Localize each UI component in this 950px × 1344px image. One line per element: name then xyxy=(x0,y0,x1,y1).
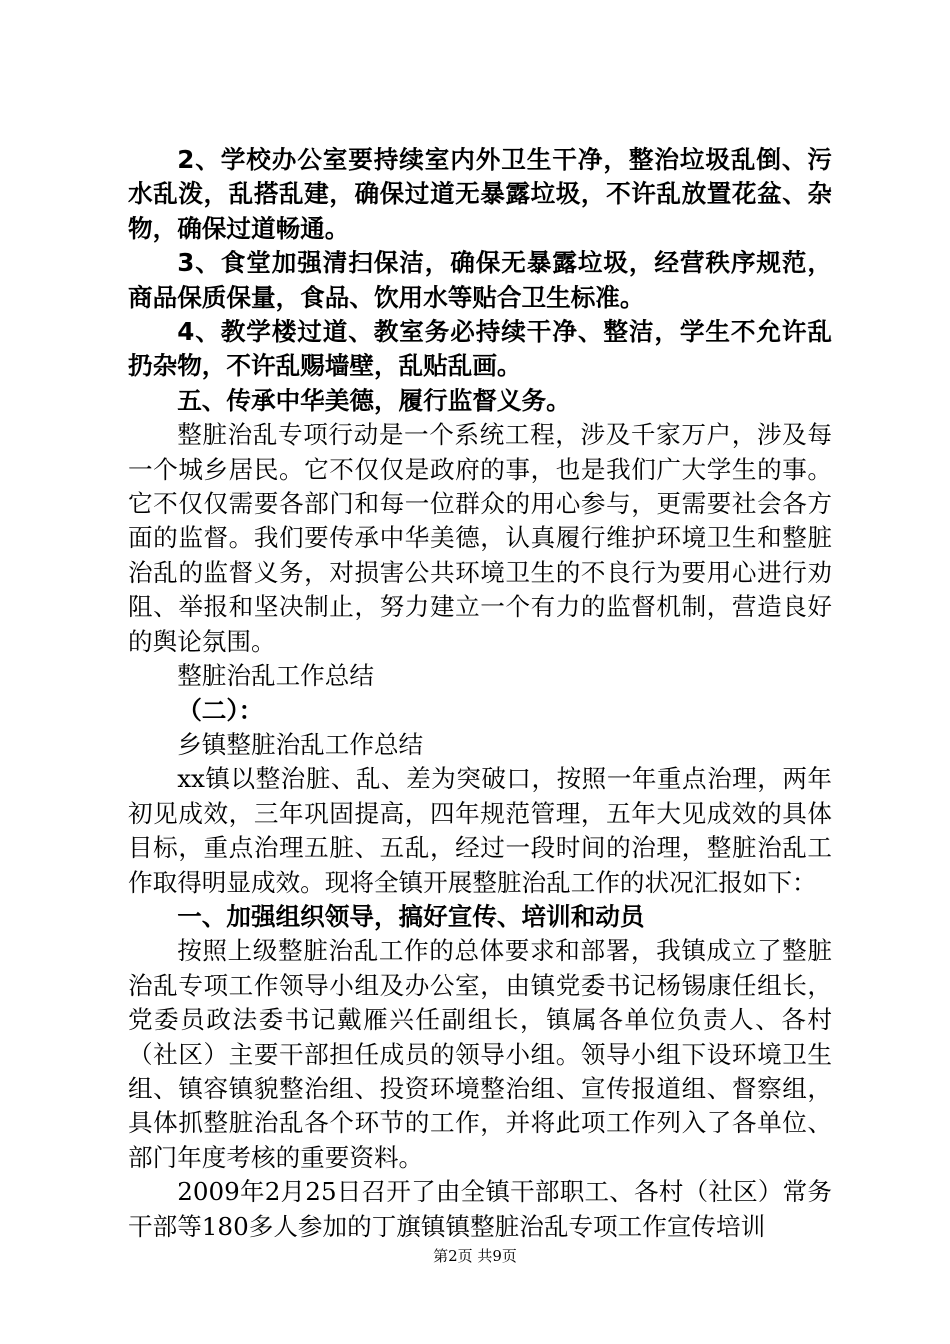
page-number-footer: 第2页 共9页 xyxy=(433,1247,517,1265)
paragraph-meeting: 2009年2月25日召开了由全镇干部职工、各村（社区）常务干部等180多人参加的丁旗镇镇整脏治乱专项工作宣传培训 xyxy=(128,1177,832,1241)
paragraph-item-2-office: 2、学校办公室要持续室内外卫生干净，整治垃圾乱倒、污水乱泼，乱搭乱建，确保过道无暴露垃圾，不许乱放置花盆、杂物，确保过道畅通。 xyxy=(128,145,832,243)
paragraph-item-3-canteen: 3、食堂加强清扫保洁，确保无暴露垃圾，经营秩序规范，商品保质保量，食品、饮用水等贴合卫生标准。 xyxy=(128,248,832,312)
section-heading-5: 五、传承中华美德，履行监督义务。 xyxy=(177,385,571,415)
paragraph-supervision: 整脏治乱专项行动是一个系统工程，涉及千家万户，涉及每一个城乡居民。它不仅仅是政府的事，也是我们广大学生的事。它不仅仅需要各部门和每一位群众的用心参与，更需要社会各方面的监督。我们要传承中华美德，认真履行维护环境卫生和整脏治乱的监督义务，对损害公共环境卫生的不良行为要用心进行劝阻、举报和坚决制止，努力建立一个有力的监督机制，营造良好的舆论氛围。 xyxy=(128,420,832,656)
section-heading-1: 一、加强组织领导，搞好宣传、培训和动员 xyxy=(177,901,645,931)
paragraph-intro: xx镇以整治脏、乱、差为突破口，按照一年重点治理，两年初见成效，三年巩固提高，四年规范管理，五年大见成效的具体目标，重点治理五脏、五乱，经过一段时间的治理，整脏治乱工作取得明显成效。现将全镇开展整脏治乱工作的状况汇报如下： xyxy=(128,764,832,897)
document-subtitle: 整脏治乱工作总结 xyxy=(177,661,374,691)
report-title: 乡镇整脏治乱工作总结 xyxy=(177,729,424,759)
part-two-label: （二）： xyxy=(177,695,264,725)
document-body xyxy=(128,143,832,1244)
paragraph-leadership: 按照上级整脏治乱工作的总体要求和部署，我镇成立了整脏治乱专项工作领导小组及办公室，由镇党委书记杨锡康任组长，党委员政法委书记戴雁兴任副组长，镇属各单位负责人、各村（社区）主要干部担任成员的领导小组。领导小组下设环境卫生组、镇容镇貌整治组、投资环境整治组、宣传报道组、督察组，具体抓整脏治乱各个环节的工作，并将此项工作列入了各单位、部门年度考核的重要资料。 xyxy=(128,936,832,1172)
paragraph-item-4-classroom: 4、教学楼过道、教室务必持续干净、整洁，学生不允许乱扔杂物，不许乱赐墙壁，乱贴乱画。 xyxy=(128,317,832,381)
